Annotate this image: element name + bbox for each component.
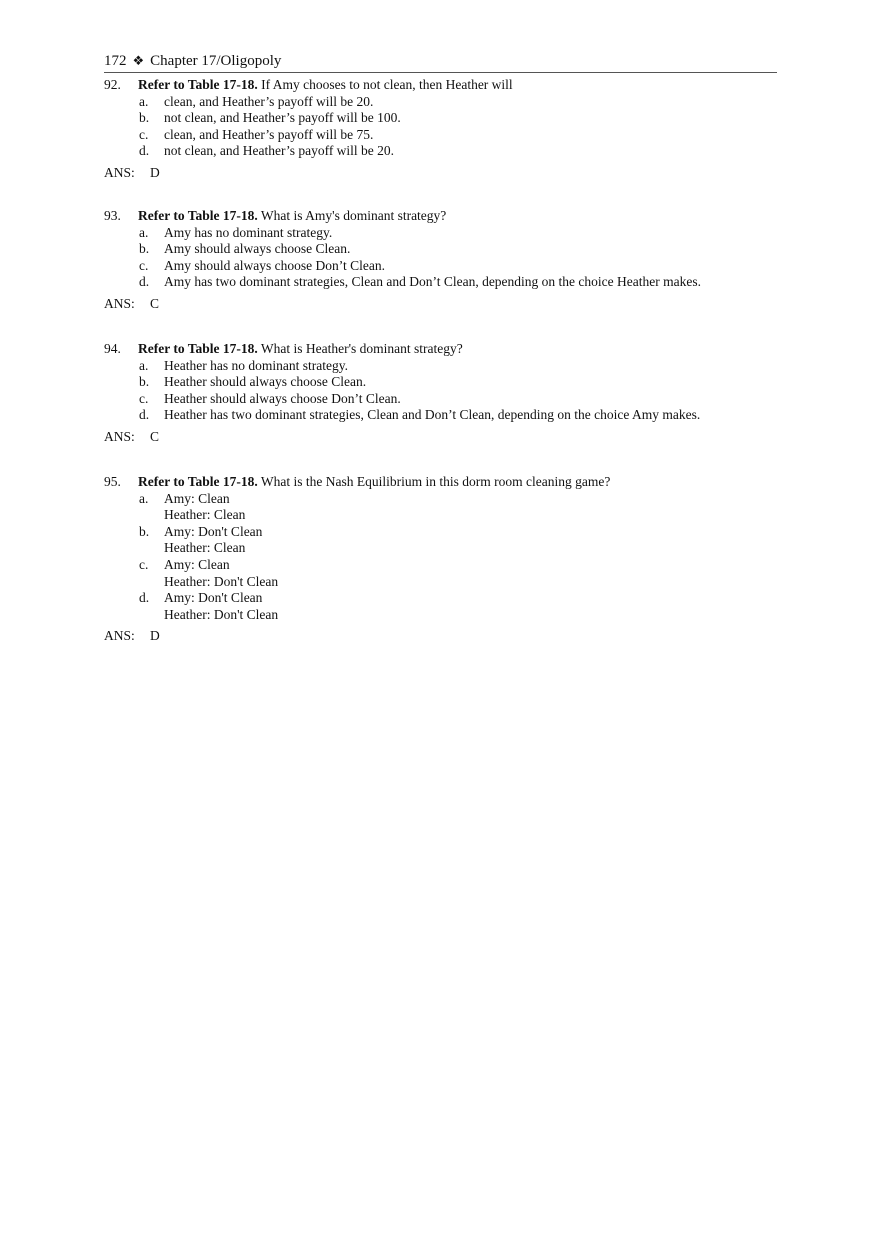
question-number: 92. [104,77,121,92]
option-b: b. Amy: Don't Clean Heather: Clean [139,523,263,556]
option-d: d. Amy: Don't Clean Heather: Don't Clean [139,590,279,622]
answer-line: ANS: D [104,164,160,180]
option-d: d. not clean, and Heather’s payoff will be 20. [139,143,395,159]
table-reference: Refer to Table 17-18. [138,474,258,489]
question-stem [138,341,463,358]
page-number: 172 [104,53,127,69]
option-b: b. Amy should always choose Clean. [139,241,351,257]
question-text: If Amy chooses to not clean, then Heather will [261,77,513,92]
answer-value: C [150,428,160,444]
option-c: c. clean, and Heather’s payoff will be 75. [139,126,374,142]
answer-value: D [150,628,160,644]
question-number: 93. [104,208,121,223]
answer-line: ANS: C [104,428,160,444]
question-95 [104,474,784,645]
page-header [104,52,777,73]
table-reference: Refer to Table 17-18. [138,77,258,92]
option-a: a. Amy: Clean Heather: Clean [139,490,246,523]
option-c: c. Amy should always choose Don’t Clean. [139,257,385,273]
question-text: What is Amy's dominant strategy? [260,208,447,223]
option-a: a. Amy has no dominant strategy. [139,224,333,240]
question-stem [138,208,446,225]
question-94 [104,341,784,446]
question-92 [104,77,784,182]
table-reference: Refer to Table 17-18. [138,208,258,223]
answer-value: C [150,295,160,311]
diamond-separator-icon: ❖ [132,53,145,68]
option-a: a. Heather has no dominant strategy. [139,357,348,373]
option-d: d. Amy has two dominant strategies, Clean and Don’t Clean, depending on the choice Heather makes. [139,274,701,290]
answer-line: ANS: C [104,295,160,311]
chapter-title: Chapter 17/Oligopoly [150,53,282,69]
question-stem [138,77,513,94]
question-number: 95. [104,474,121,489]
option-d: d. Heather has two dominant strategies, Clean and Don’t Clean, depending on the choice Amy makes. [139,407,701,423]
option-a: a. clean, and Heather’s payoff will be 20. [139,93,374,109]
question-number: 94. [104,341,121,356]
question-text: What is Heather's dominant strategy? [260,341,463,356]
option-b: b. not clean, and Heather’s payoff will be 100. [139,110,401,126]
option-c: c. Amy: Clean Heather: Don't Clean [139,556,279,589]
option-b: b. Heather should always choose Clean. [139,374,367,390]
question-93 [104,208,784,313]
option-c: c. Heather should always choose Don’t Clean. [139,390,401,406]
answer-value: D [150,164,160,180]
answer-line: ANS: D [104,628,160,644]
question-stem [138,474,610,491]
table-reference: Refer to Table 17-18. [138,341,258,356]
question-text: What is the Nash Equilibrium in this dorm room cleaning game? [260,474,611,489]
